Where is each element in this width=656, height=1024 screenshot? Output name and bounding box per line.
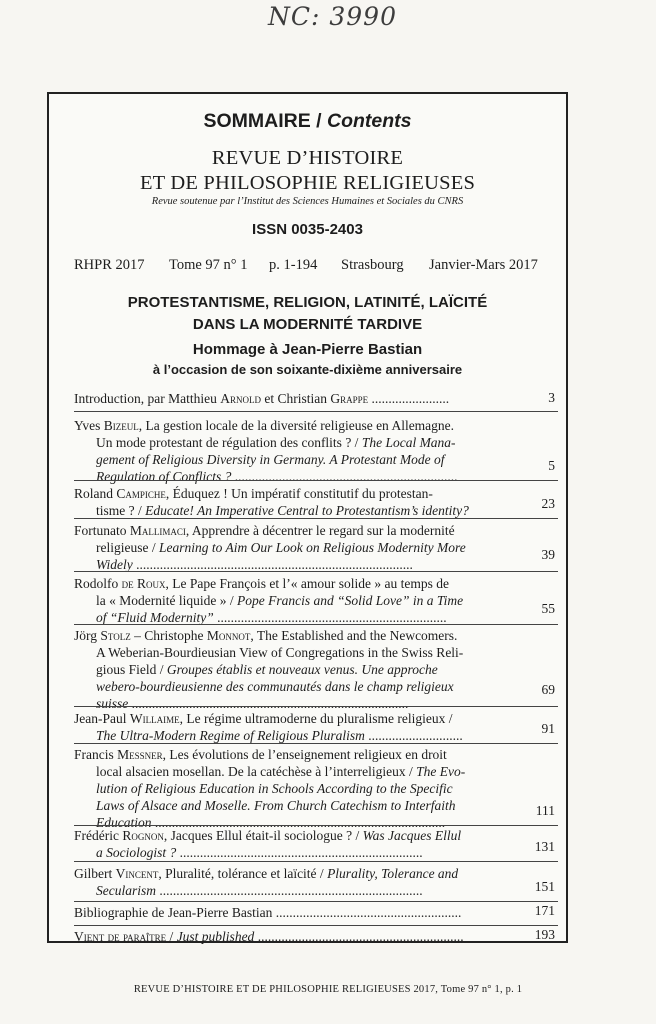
entry-text: tisme ? / [96,503,146,518]
dot-leader: ....................................................... [272,905,462,920]
meta-city: Strasbourg [341,257,404,273]
page-number: 171 [534,903,555,918]
dot-leader: ...................................................................................... [151,815,446,830]
entry-text: Jean-Paul [74,711,130,726]
entry-translation: lution of Religious Education in Schools According to the Specific [96,781,453,796]
entry-text: Fortunato [74,523,130,538]
entry-text: , Les évolutions de l’enseignement religieux en droit [162,747,447,762]
author-name: Stolz [100,628,131,643]
page-footer: REVUE D’HISTOIRE ET DE PHILOSOPHIE RELIGIEUSES 2017, Tome 97 n° 1, p. 1 [133,984,523,995]
entry-translation: Was Jacques Ellul [362,828,462,843]
author-name: de Roux [121,576,166,591]
contents-label: Contents [327,110,412,132]
entry-text: Rodolfo [74,576,122,591]
author-name: Monnot [206,628,251,643]
separator [74,925,558,926]
author-name: Campiche [116,486,166,501]
separator [74,624,558,625]
entry-text: Gilbert [74,866,116,881]
page-number: 3 [548,390,555,405]
hommage-line1: Hommage à Jean-Pierre Bastian [192,341,423,358]
entry-translation: Education [96,815,152,830]
author-name: Willaime [129,711,180,726]
entry-text: , Éduquez ! Un impératif constitutif du protestan- [165,486,433,501]
entry-translation: The Local Mana- [361,435,456,450]
toc-entry-vient-de-paraitre[interactable] [74,928,504,945]
separator [74,901,558,902]
page-number: 111 [535,803,555,818]
entry-text: , Pluralité, tolérance et laïcité / [158,866,328,881]
entry-text: , Jacques Ellul était-il sociologue ? / [163,828,363,843]
entry-translation: Plurality, Tolerance and [327,866,459,881]
journal-title [49,146,566,196]
page-number: 151 [534,879,555,894]
entry-translation: The Ultra-Modern Regime of Religious Pluralism [96,728,365,743]
author-name: Grappe [330,391,369,406]
toc-entry-messner[interactable] [74,746,504,831]
dot-leader: .............................................................................. [156,883,423,898]
entry-translation: Pope Francis and “Solid Love” in a Time [236,593,464,608]
entry-text: , Apprendre à décentrer le regard sur la modernité [185,523,455,538]
contents-box [47,92,568,943]
toc-entry-bibliographie[interactable] [74,904,504,921]
separator [74,706,558,707]
issn: ISSN 0035-2403 [252,221,363,238]
toc-entry-willaime[interactable] [74,710,504,744]
dot-leader: ............................................................. [254,929,464,944]
journal-title-line2: ET DE PHILOSOPHIE RELIGIEUSES [139,172,476,194]
author-name: Messner [117,747,163,762]
page-number: 5 [548,458,555,473]
entry-text: local alsacien mosellan. De la catéchèse à l’interreligieux / [96,764,417,779]
entry-translation: The Evo- [416,764,466,779]
entry-text: religieuse / [96,540,159,555]
entry-text: , Le Pape François et l’« amour solide » au temps de [165,576,449,591]
entry-text: A Weberian-Bourdieusian View of Congregations in the Swiss Reli- [96,645,464,660]
separator [74,861,558,862]
entry-text: Jörg [74,628,101,643]
page-number: 55 [541,601,555,616]
toc-entry-stolz-monnot[interactable] [74,627,504,712]
entry-text: Bibliographie de Jean-Pierre Bastian [74,905,273,920]
entry-text: la « Modernité liquide » / [96,593,237,608]
author-name: Arnold [220,391,261,406]
meta-date: Janvier-Mars 2017 [429,257,538,273]
entry-translation: Educate! An Imperative Central to Protestantism’s identity? [145,503,469,518]
entry-translation: Regulation of Conflicts ? [96,469,232,484]
entry-translation: of “Fluid Modernity” [96,610,214,625]
entry-text: Roland [74,486,117,501]
theme-line1: PROTESTANTISME, RELIGION, LATINITÉ, LAÏCITÉ [127,294,488,311]
handwritten-annotation: NC: 3990 [268,2,397,31]
dot-leader: .................................................................................. [132,557,413,572]
separator [74,480,558,481]
entry-translation: gement of Religious Diversity in Germany. A Protestant Mode of [96,452,445,467]
page-number: 39 [541,547,555,562]
hommage-line2: à l’occasion de son soixante-dixième anniversaire [152,362,463,377]
support-note: Revue soutenue par l’Institut des Sciences Humaines et Sociales du CNRS [151,196,464,207]
entry-translation: Groupes établis et nouveaux venus. Une approche [166,662,438,677]
theme-line2: DANS LA MODERNITÉ TARDIVE [192,316,423,333]
page-number: 23 [541,496,555,511]
journal-title-line1: REVUE D’HISTOIRE [211,147,404,169]
separator [74,411,558,412]
author-name: Rognon [122,828,164,843]
entry-translation: Just published [176,929,255,944]
toc-entry-vincent[interactable] [74,865,504,899]
dot-leader: .................................................................. [231,469,458,484]
toc-entry-mallimaci[interactable] [74,522,504,573]
entry-text: , The Established and the Newcomers. [250,628,458,643]
sommaire-heading [49,110,566,133]
author-name: Mallimaci [129,523,186,538]
page-number: 193 [534,927,555,942]
dot-leader: .................................................................... [213,610,447,625]
meta-volume: Tome 97 n° 1 [169,257,248,273]
toc-entry-introduction[interactable] [74,390,504,407]
entry-translation: suisse [96,696,129,711]
entry-text: Frédéric [74,828,123,843]
dot-leader: ........................................................................ [176,845,423,860]
entry-translation: Laws of Alsace and Moselle. From Church Catechism to Interfaith [96,798,456,813]
toc-entry-campiche[interactable] [74,485,504,519]
page-number: 91 [541,721,555,736]
hommage [49,340,566,380]
toc-entry-rognon[interactable] [74,827,504,861]
author-name: Vincent [115,866,159,881]
entry-text: , Le régime ultramoderne du pluralisme religieux / [179,711,453,726]
separator [74,571,558,572]
dot-leader: ....................... [368,391,450,406]
page-number: 69 [541,682,555,697]
section-name: Vient de paraître [74,929,167,944]
entry-text: Un mode protestant de régulation des conflits ? / [96,435,362,450]
entry-translation: Learning to Aim Our Look on Religious Modernity More [158,540,466,555]
meta-journal: RHPR 2017 [74,257,145,273]
separator [74,825,558,826]
entry-text: et Christian [260,391,331,406]
toc-entry-de-roux[interactable] [74,575,504,626]
entry-translation: Secularism [96,883,156,898]
sommaire-label: SOMMAIRE / [203,110,327,132]
entry-text: / [166,929,177,944]
separator [74,743,558,744]
entry-translation: Widely [96,557,133,572]
toc-entry-bizeul[interactable] [74,417,504,485]
separator [74,518,558,519]
entry-text: – Christophe [130,628,207,643]
entry-text: , La gestion locale de la diversité religieuse en Allemagne. [138,418,455,433]
author-name: Bizeul [103,418,139,433]
entry-text: Introduction, par Matthieu [74,391,221,406]
dot-leader: .................................................................................. [128,696,409,711]
issue-theme [49,292,566,336]
entry-translation: a Sociologist ? [96,845,177,860]
entry-text: Francis [74,747,118,762]
page-number: 131 [534,839,555,854]
entry-text: Yves [74,418,104,433]
entry-translation: webero-bourdieusienne des communautés dans le champ religieux [96,679,454,694]
meta-pages: p. 1-194 [269,257,318,273]
entry-text: gious Field / [96,662,167,677]
dot-leader: ............................ [364,728,463,743]
